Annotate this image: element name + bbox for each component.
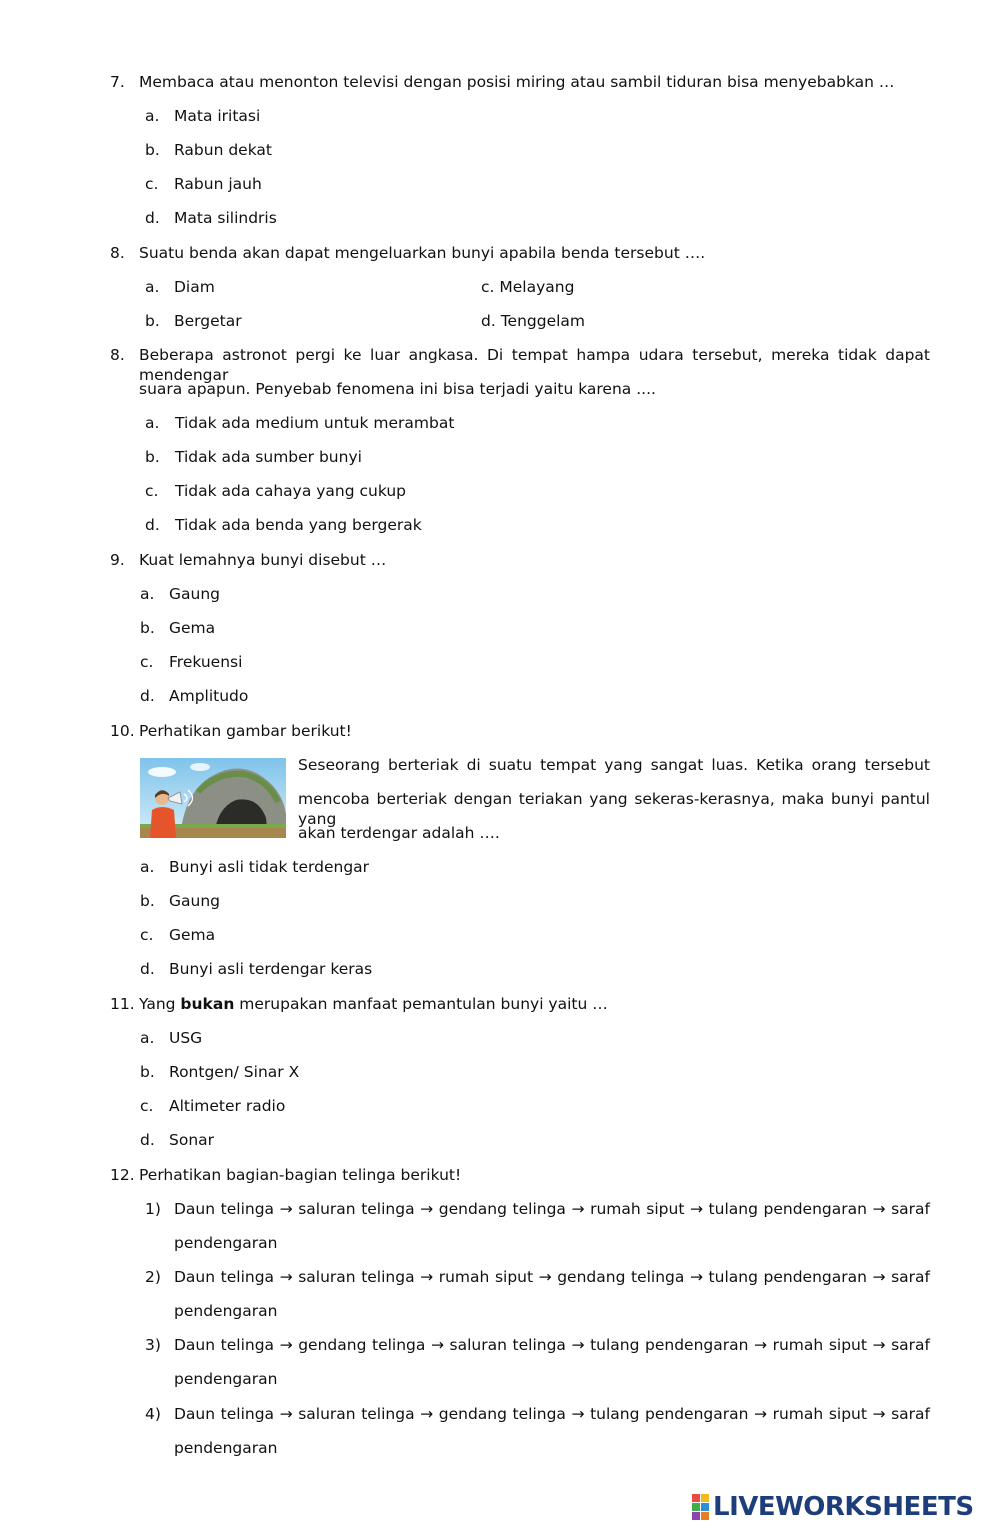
option-letter: b. [145, 448, 160, 466]
option-text: Gaung [169, 892, 220, 910]
option-text: Diam [174, 278, 215, 296]
option-text: Bunyi asli tidak terdengar [169, 858, 370, 876]
option-letter: b. [140, 892, 155, 910]
logo-tile [701, 1503, 709, 1511]
option-letter: a. [140, 585, 155, 603]
item-line2: pendengaran [174, 1370, 278, 1388]
option-text: Frekuensi [169, 653, 243, 671]
question-number: 12. [110, 1166, 135, 1184]
option-text: USG [169, 1029, 203, 1047]
option-letter: a. [145, 107, 160, 125]
question-text-line1: Beberapa astronot pergi ke luar angkasa. Di tempat hampa udara tersebut, mereka tidak dapat mendengar [139, 346, 930, 384]
liveworksheets-logo[interactable] [692, 1490, 974, 1524]
option-letter: a. [140, 858, 155, 876]
question-text-line2: suara apapun. Penyebab fenomena ini bisa terjadi yaitu karena .... [139, 380, 656, 398]
option-letter: d. [140, 687, 155, 705]
question-text: Kuat lemahnya bunyi disebut … [139, 551, 387, 569]
option-text: Tidak ada benda yang bergerak [175, 516, 422, 534]
question-number: 8. [110, 346, 125, 364]
logo-tile [692, 1494, 700, 1502]
option-letter: a. [140, 1029, 155, 1047]
item-line1: Daun telinga → saluran telinga → gendang telinga → tulang pendengaran → rumah siput → saraf [174, 1405, 930, 1423]
logo-tile [692, 1512, 700, 1520]
question-number: 10. [110, 722, 135, 740]
option-text: Tidak ada cahaya yang cukup [175, 482, 407, 500]
cave-shout-illustration [140, 758, 286, 838]
option-text: Gema [169, 619, 216, 637]
question-text: Membaca atau menonton televisi dengan posisi miring atau sambil tiduran bisa menyebabkan … [139, 73, 895, 91]
option-text: Gema [169, 926, 216, 944]
logo-text: LIVEWORKSHEETS [713, 1492, 974, 1522]
option-text: Tidak ada medium untuk merambat [175, 414, 455, 432]
option-letter: d. [145, 209, 160, 227]
option-letter: a. [145, 278, 160, 296]
description-line2: mencoba berteriak dengan teriakan yang sekeras-kerasnya, maka bunyi pantul yang [298, 790, 930, 828]
question-text-post: merupakan manfaat pemantulan bunyi yaitu … [234, 995, 608, 1013]
logo-tile [692, 1503, 700, 1511]
option-text: Mata silindris [174, 209, 277, 227]
option-text: Gaung [169, 585, 220, 603]
option-letter: b. [140, 619, 155, 637]
question-text: Perhatikan bagian-bagian telinga berikut! [139, 1166, 462, 1184]
description-line3: akan terdengar adalah …. [298, 824, 500, 842]
option-letter: a. [145, 414, 160, 432]
logo-tile [701, 1512, 709, 1520]
question-text-pre: Yang [139, 995, 181, 1013]
question-number: 8. [110, 244, 125, 262]
option-text: d. Tenggelam [481, 312, 586, 330]
option-letter: b. [140, 1063, 155, 1081]
question-text [139, 994, 608, 1014]
option-text: Rabun jauh [174, 175, 262, 193]
option-letter: b. [145, 141, 160, 159]
item-label: 2) [145, 1268, 161, 1286]
option-text: Rabun dekat [174, 141, 272, 159]
item-line1: Daun telinga → gendang telinga → saluran telinga → tulang pendengaran → rumah siput → saraf [174, 1336, 930, 1354]
item-line1: Daun telinga → saluran telinga → rumah siput → gendang telinga → tulang pendengaran → saraf [174, 1268, 930, 1286]
question-text: Suatu benda akan dapat mengeluarkan bunyi apabila benda tersebut …. [139, 244, 706, 262]
logo-tile [701, 1494, 709, 1502]
question-number: 11. [110, 995, 135, 1013]
option-text: Altimeter radio [169, 1097, 286, 1115]
item-label: 3) [145, 1336, 161, 1354]
option-text: Bergetar [174, 312, 242, 330]
option-letter: c. [145, 175, 159, 193]
option-text: Mata iritasi [174, 107, 261, 125]
option-letter: c. [145, 482, 159, 500]
option-text: Amplitudo [169, 687, 249, 705]
logo-grid-icon [692, 1494, 709, 1520]
option-text: Rontgen/ Sinar X [169, 1063, 300, 1081]
option-letter: d. [140, 960, 155, 978]
option-letter: d. [140, 1131, 155, 1149]
option-letter: c. [140, 1097, 154, 1115]
option-text: Tidak ada sumber bunyi [175, 448, 362, 466]
option-letter: b. [145, 312, 160, 330]
item-label: 4) [145, 1405, 161, 1423]
option-text: Bunyi asli terdengar keras [169, 960, 373, 978]
question-number: 9. [110, 551, 125, 569]
item-line1: Daun telinga → saluran telinga → gendang telinga → rumah siput → tulang pendengaran → saraf [174, 1200, 930, 1218]
option-letter: d. [145, 516, 160, 534]
item-line2: pendengaran [174, 1439, 278, 1457]
option-letter: c. [140, 926, 154, 944]
description-line1: Seseorang berteriak di suatu tempat yang sangat luas. Ketika orang tersebut [298, 756, 930, 774]
item-label: 1) [145, 1200, 161, 1218]
question-number: 7. [110, 73, 125, 91]
question-text: Perhatikan gambar berikut! [139, 722, 352, 740]
question-text-emphasis: bukan [180, 995, 235, 1013]
item-line2: pendengaran [174, 1234, 278, 1252]
option-letter: c. [140, 653, 154, 671]
option-text: Sonar [169, 1131, 215, 1149]
option-text: c. Melayang [481, 278, 575, 296]
item-line2: pendengaran [174, 1302, 278, 1320]
